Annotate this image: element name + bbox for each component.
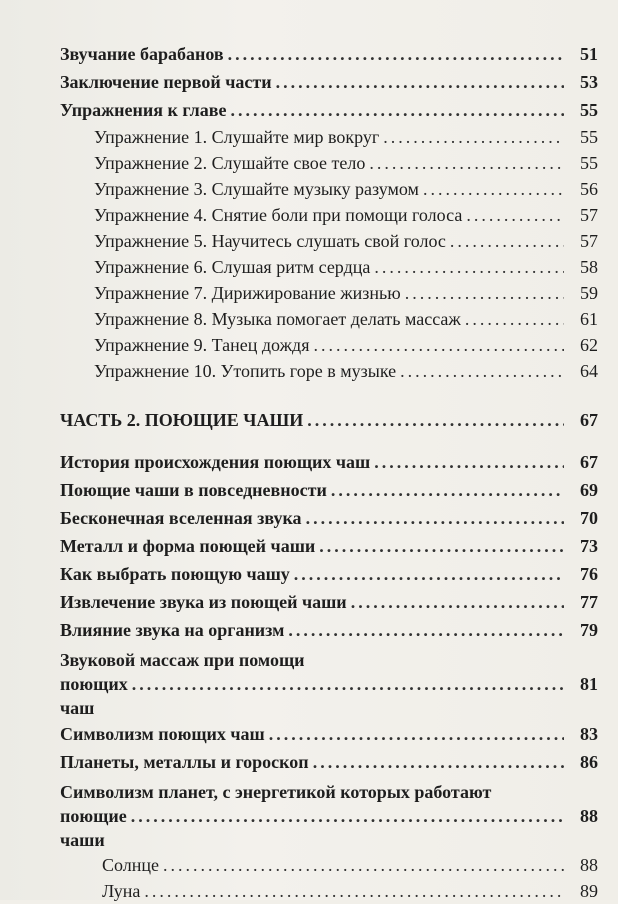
toc-entry-title: История происхождения поющих чаш <box>60 452 371 472</box>
toc-entry[interactable] <box>60 40 598 68</box>
toc-subentry[interactable] <box>60 202 598 228</box>
toc-entry-title: Упражнение 4. Снятие боли при помощи голоса <box>94 205 463 225</box>
toc-page-number: 70 <box>580 508 598 528</box>
toc-entry-title: Символизм поющих чаш <box>60 724 265 744</box>
toc-entry-title: Упражнение 6. Слушая ритм сердца <box>94 257 371 277</box>
toc-page-number: 77 <box>580 592 598 612</box>
table-of-contents <box>60 40 598 904</box>
toc-page-number: 56 <box>580 179 598 199</box>
toc-entry[interactable] <box>60 68 598 96</box>
toc-entry-title: Упражнение 1. Слушайте мир вокруг <box>94 127 380 147</box>
toc-entry[interactable] <box>60 748 598 776</box>
toc-entry-title: Влияние звука на организм <box>60 620 285 640</box>
leader-dots <box>383 124 564 150</box>
leader-dots <box>294 560 564 588</box>
toc-entry[interactable] <box>60 560 598 588</box>
leader-dots <box>313 332 564 358</box>
toc-entry-title-line2: поющих чаш <box>60 674 128 718</box>
toc-entry-title: Упражнения к главе <box>60 100 227 120</box>
toc-entry-multiline[interactable] <box>60 648 598 720</box>
toc-page-number: 61 <box>580 309 598 329</box>
toc-entry-title: Как выбрать поющую чашу <box>60 564 290 584</box>
leader-dots <box>269 720 564 748</box>
toc-page-number: 89 <box>580 881 598 901</box>
toc-page-number: 55 <box>580 153 598 173</box>
toc-entry-title-line2: поющие чаши <box>60 806 127 850</box>
toc-page-number: 55 <box>580 100 598 120</box>
toc-part-heading[interactable] <box>60 406 598 434</box>
toc-page-number: 67 <box>580 452 598 472</box>
toc-entry[interactable] <box>60 616 598 644</box>
leader-dots <box>319 532 564 560</box>
toc-entry-title: Металл и форма поющей чаши <box>60 536 316 556</box>
toc-page-number: 73 <box>580 536 598 556</box>
leader-dots <box>306 504 564 532</box>
leader-dots <box>400 358 564 384</box>
toc-entry-title: Извлечение звука из поющей чаши <box>60 592 347 612</box>
leader-dots <box>131 804 564 828</box>
toc-entry-title: Солнце <box>102 855 160 875</box>
toc-subentry[interactable] <box>60 878 598 904</box>
toc-page-number: 57 <box>580 205 598 225</box>
toc-page-number: 69 <box>580 480 598 500</box>
toc-page-number: 67 <box>580 410 598 430</box>
toc-subentry[interactable] <box>60 332 598 358</box>
toc-entry-multiline[interactable] <box>60 780 598 852</box>
toc-page-number: 51 <box>580 44 598 64</box>
toc-entry-title: Планеты, металлы и гороскоп <box>60 752 309 772</box>
leader-dots <box>405 280 564 306</box>
leader-dots <box>307 406 564 434</box>
toc-entry[interactable] <box>60 504 598 532</box>
leader-dots <box>163 852 564 878</box>
leader-dots <box>465 306 564 332</box>
toc-entry-line2 <box>60 804 598 852</box>
toc-subentry[interactable] <box>60 228 598 254</box>
toc-entry[interactable] <box>60 96 598 124</box>
leader-dots <box>374 448 564 476</box>
toc-entry-title: Упражнение 7. Дирижирование жизнью <box>94 283 401 303</box>
part-title: ЧАСТЬ 2. ПОЮЩИЕ ЧАШИ <box>60 410 304 430</box>
leader-dots <box>276 68 564 96</box>
leader-dots <box>144 878 564 904</box>
leader-dots <box>313 748 564 776</box>
toc-subentry[interactable] <box>60 852 598 878</box>
toc-entry-title-line1: Символизм планет, с энергетикой которых работают <box>60 782 492 802</box>
toc-entry-title: Бесконечная вселенная звука <box>60 508 302 528</box>
toc-page-number: 58 <box>580 257 598 277</box>
toc-entry[interactable] <box>60 532 598 560</box>
toc-subentry[interactable] <box>60 176 598 202</box>
toc-page-number: 57 <box>580 231 598 251</box>
leader-dots <box>466 202 564 228</box>
toc-entry-title: Упражнение 2. Слушайте свое тело <box>94 153 366 173</box>
toc-subentry[interactable] <box>60 306 598 332</box>
toc-subentry[interactable] <box>60 280 598 306</box>
toc-entry-title: Упражнение 10. Утопить горе в музыке <box>94 361 397 381</box>
toc-entry-title: Упражнение 5. Научитесь слушать свой голос <box>94 231 446 251</box>
toc-page-number: 59 <box>580 283 598 303</box>
leader-dots <box>450 228 564 254</box>
toc-entry-title-line1: Звуковой массаж при помощи <box>60 650 305 670</box>
toc-entry-title: Упражнение 8. Музыка помогает делать массаж <box>94 309 461 329</box>
leader-dots <box>331 476 564 504</box>
leader-dots <box>351 588 564 616</box>
toc-entry-line2 <box>60 672 598 720</box>
toc-page-number: 88 <box>580 806 598 826</box>
toc-entry[interactable] <box>60 448 598 476</box>
toc-entry[interactable] <box>60 720 598 748</box>
toc-entry-title: Заключение первой части <box>60 72 272 92</box>
toc-entry-title: Поющие чаши в повседневности <box>60 480 327 500</box>
toc-page-number: 81 <box>580 674 598 694</box>
toc-page-number: 62 <box>580 335 598 355</box>
toc-page-number: 79 <box>580 620 598 640</box>
toc-entry-title: Звучание барабанов <box>60 44 224 64</box>
toc-page-number: 64 <box>580 361 598 381</box>
toc-entry-title: Упражнение 3. Слушайте музыку разумом <box>94 179 419 199</box>
toc-entry-title: Упражнение 9. Танец дождя <box>94 335 310 355</box>
toc-page-number: 83 <box>580 724 598 744</box>
leader-dots <box>288 616 564 644</box>
leader-dots <box>374 254 564 280</box>
leader-dots <box>423 176 564 202</box>
toc-page-number: 86 <box>580 752 598 772</box>
toc-page-number: 88 <box>580 855 598 875</box>
toc-page-number: 55 <box>580 127 598 147</box>
toc-subentry[interactable] <box>60 150 598 176</box>
toc-page-number: 53 <box>580 72 598 92</box>
leader-dots <box>132 672 564 696</box>
toc-entry-title: Луна <box>102 881 141 901</box>
leader-dots <box>228 40 564 68</box>
toc-entry[interactable] <box>60 476 598 504</box>
toc-subentry[interactable] <box>60 358 598 384</box>
toc-subentry[interactable] <box>60 124 598 150</box>
leader-dots <box>230 96 564 124</box>
toc-page-number: 76 <box>580 564 598 584</box>
toc-entry[interactable] <box>60 588 598 616</box>
leader-dots <box>369 150 564 176</box>
toc-subentry[interactable] <box>60 254 598 280</box>
